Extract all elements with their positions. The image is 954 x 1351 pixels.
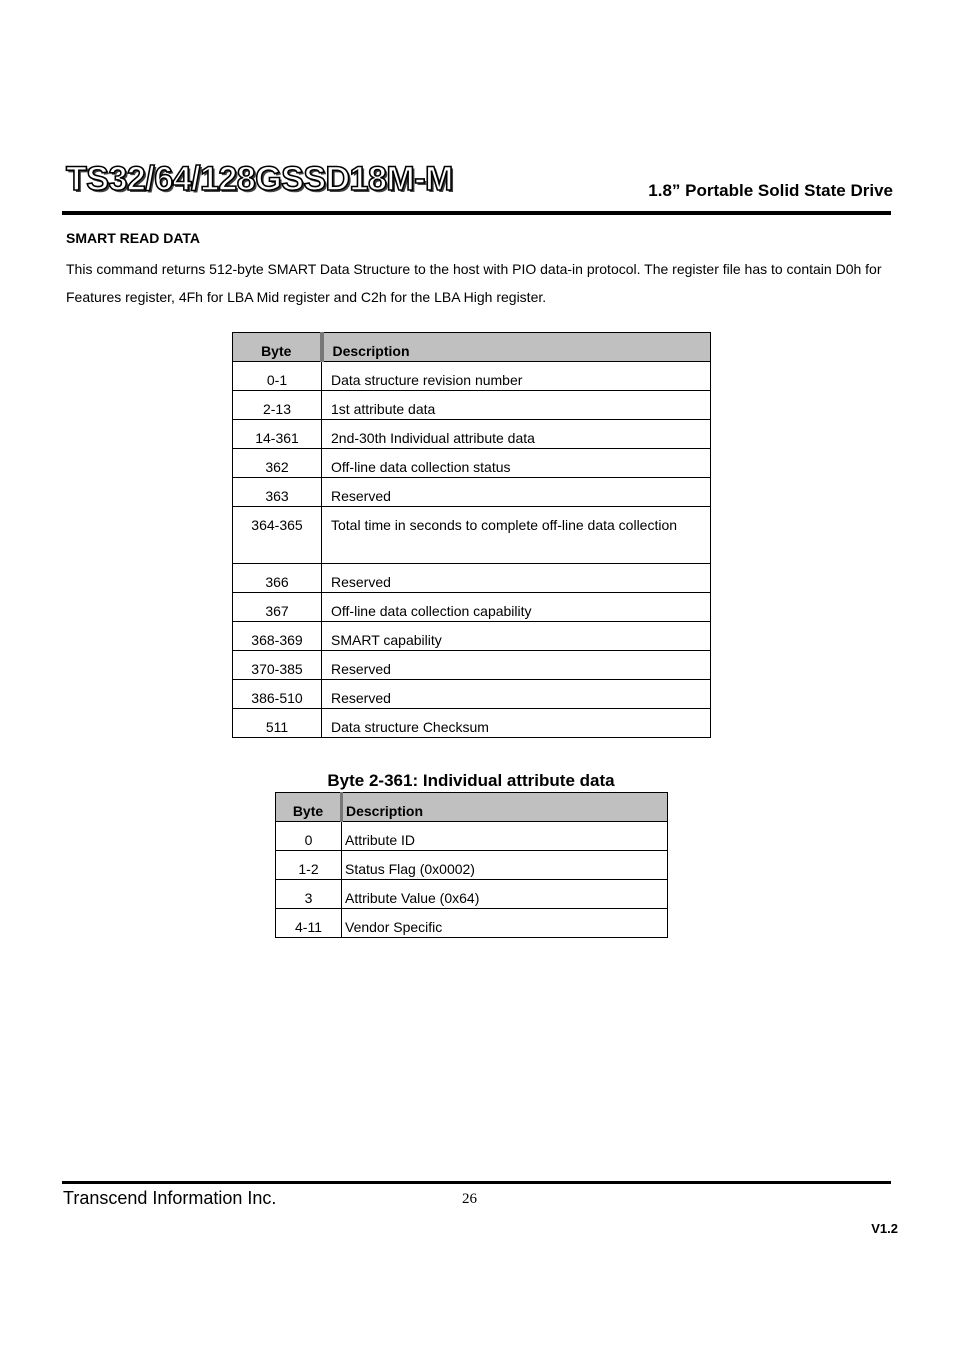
- byte-cell: 366: [233, 564, 322, 593]
- byte-cell: 14-361: [233, 420, 322, 449]
- table-row: [233, 680, 711, 709]
- table-row: [233, 449, 711, 478]
- byte-cell: 364-365: [233, 507, 322, 564]
- column-header-byte: Byte: [276, 793, 342, 822]
- table-row: [233, 709, 711, 738]
- table-row: [233, 651, 711, 680]
- individual-attribute-table: [275, 792, 668, 938]
- footer-rule: [62, 1181, 891, 1184]
- byte-cell: 363: [233, 478, 322, 507]
- byte-cell: 511: [233, 709, 322, 738]
- description-cell: SMART capability: [322, 622, 711, 651]
- description-cell: Vendor Specific: [342, 909, 668, 938]
- byte-cell: 0: [276, 822, 342, 851]
- description-cell: Off-line data collection status: [322, 449, 711, 478]
- column-header-byte: Byte: [233, 333, 322, 362]
- table-row: [233, 478, 711, 507]
- table-row: [233, 622, 711, 651]
- table-header-row: [233, 333, 711, 362]
- description-cell: Total time in seconds to complete off-line data collection: [322, 507, 711, 564]
- table-row: [233, 593, 711, 622]
- table-row: [233, 507, 711, 564]
- byte-cell: 2-13: [233, 391, 322, 420]
- byte-cell: 368-369: [233, 622, 322, 651]
- description-cell: Reserved: [322, 680, 711, 709]
- description-cell: Status Flag (0x0002): [342, 851, 668, 880]
- table-row: [276, 851, 668, 880]
- byte-cell: 4-11: [276, 909, 342, 938]
- byte-cell: 370-385: [233, 651, 322, 680]
- description-cell: Reserved: [322, 564, 711, 593]
- description-cell: Attribute ID: [342, 822, 668, 851]
- section-title: SMART READ DATA: [66, 230, 201, 246]
- document-subtitle: 1.8” Portable Solid State Drive: [648, 181, 893, 200]
- table-row: [276, 880, 668, 909]
- description-cell: Data structure Checksum: [322, 709, 711, 738]
- byte-cell: 1-2: [276, 851, 342, 880]
- description-cell: 2nd-30th Individual attribute data: [322, 420, 711, 449]
- description-cell: Off-line data collection capability: [322, 593, 711, 622]
- header-rule: [62, 211, 891, 215]
- byte-cell: 386-510: [233, 680, 322, 709]
- table-header-row: [276, 793, 668, 822]
- description-cell: Reserved: [322, 478, 711, 507]
- description-cell: 1st attribute data: [322, 391, 711, 420]
- description-cell: Attribute Value (0x64): [342, 880, 668, 909]
- table-row: [233, 564, 711, 593]
- document-title: TS32/64/128GSSD18M-M: [66, 160, 453, 198]
- table-row: [276, 909, 668, 938]
- table-row: [233, 362, 711, 391]
- column-header-description: Description: [342, 793, 668, 822]
- table-row: [233, 391, 711, 420]
- footer-company: Transcend Information Inc.: [63, 1188, 277, 1208]
- version-label: V1.2: [871, 1221, 898, 1236]
- page-number: 26: [462, 1191, 477, 1207]
- table-row: [276, 822, 668, 851]
- table-row: [233, 420, 711, 449]
- smart-data-structure-table: [232, 332, 711, 738]
- description-cell: Data structure revision number: [322, 362, 711, 391]
- byte-cell: 3: [276, 880, 342, 909]
- column-header-description: Description: [322, 333, 711, 362]
- description-cell: Reserved: [322, 651, 711, 680]
- byte-cell: 0-1: [233, 362, 322, 391]
- byte-cell: 362: [233, 449, 322, 478]
- byte-cell: 367: [233, 593, 322, 622]
- attribute-table-caption: Byte 2-361: Individual attribute data: [327, 771, 615, 790]
- section-paragraph: This command returns 512-byte SMART Data Structure to the host with PIO data-in protocol. The register file has to contain D0h for Features register, 4Fh for LBA Mid register and C2h for the LBA High register.: [66, 261, 882, 305]
